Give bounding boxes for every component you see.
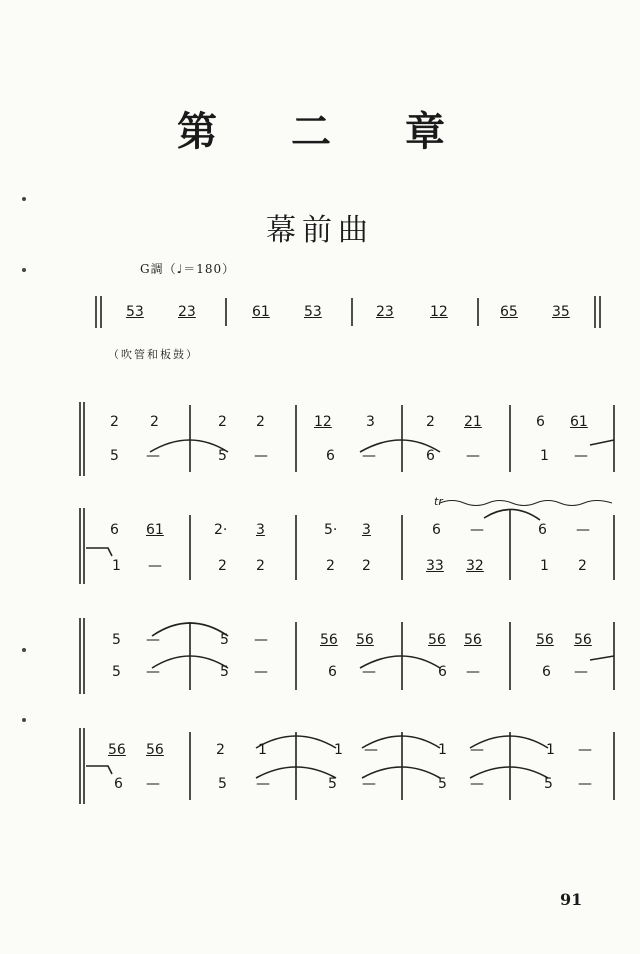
- lower-note: —: [146, 776, 160, 792]
- lower-note: 5: [218, 776, 227, 792]
- lower-note: —: [256, 776, 270, 792]
- upper-note: 61: [146, 522, 164, 538]
- lower-note: 2: [362, 558, 371, 574]
- upper-note: —: [364, 742, 378, 758]
- upper-note: 6: [432, 522, 441, 538]
- lower-note: 5: [218, 448, 227, 464]
- upper-note: 2: [256, 414, 265, 430]
- lower-note: 6: [438, 664, 447, 680]
- lower-note: 2: [256, 558, 265, 574]
- lower-note: —: [578, 776, 592, 792]
- upper-note: 56: [108, 742, 126, 758]
- upper-note: 56: [536, 632, 554, 648]
- lower-note: —: [466, 448, 480, 464]
- lower-note: 2: [578, 558, 587, 574]
- lower-note: 33: [426, 558, 444, 574]
- intro-note: 35: [552, 304, 570, 320]
- lower-note: —: [148, 558, 162, 574]
- lower-note: 6: [426, 448, 435, 464]
- lower-note: 6: [114, 776, 123, 792]
- upper-note: 1: [438, 742, 447, 758]
- intro-instrument-note: （吹管和板鼓）: [108, 348, 199, 361]
- lower-note: —: [146, 448, 160, 464]
- lower-note: —: [466, 664, 480, 680]
- upper-note: —: [470, 522, 484, 538]
- lower-note: 5: [328, 776, 337, 792]
- upper-note: 1: [258, 742, 267, 758]
- upper-note: 3: [362, 522, 371, 538]
- lower-note: 6: [326, 448, 335, 464]
- lower-note: 5: [220, 664, 229, 680]
- lower-note: —: [254, 448, 268, 464]
- lower-note: —: [574, 664, 588, 680]
- lower-note: —: [254, 664, 268, 680]
- lower-note: —: [362, 448, 376, 464]
- upper-note: 56: [356, 632, 374, 648]
- lower-note: 5: [438, 776, 447, 792]
- intro-note: 53: [126, 304, 144, 320]
- upper-note: 5: [112, 632, 121, 648]
- upper-note: 6: [536, 414, 545, 430]
- intro-note: 61: [252, 304, 270, 320]
- upper-note: —: [470, 742, 484, 758]
- lower-note: 1: [540, 448, 549, 464]
- upper-note: 21: [464, 414, 482, 430]
- upper-note: 56: [428, 632, 446, 648]
- lower-note: 32: [466, 558, 484, 574]
- upper-note: 2: [426, 414, 435, 430]
- lower-note: 1: [540, 558, 549, 574]
- lower-note: —: [362, 664, 376, 680]
- intro-note: 23: [376, 304, 394, 320]
- lower-note: —: [574, 448, 588, 464]
- upper-note: 56: [146, 742, 164, 758]
- lower-note: —: [362, 776, 376, 792]
- upper-note: 6: [110, 522, 119, 538]
- upper-note: 2·: [214, 522, 228, 538]
- lower-note: —: [146, 664, 160, 680]
- upper-note: 5·: [324, 522, 338, 538]
- lower-note: 2: [218, 558, 227, 574]
- upper-note: 3: [366, 414, 375, 430]
- upper-note: 61: [570, 414, 588, 430]
- intro-note: 23: [178, 304, 196, 320]
- upper-note: 1: [334, 742, 343, 758]
- intro-note: 12: [430, 304, 448, 320]
- lower-note: 6: [328, 664, 337, 680]
- upper-note: 2: [216, 742, 225, 758]
- chapter-title-char-1: 第: [177, 108, 235, 155]
- intro-note: 65: [500, 304, 518, 320]
- upper-note: 56: [320, 632, 338, 648]
- upper-note: —: [576, 522, 590, 538]
- lower-note: 6: [542, 664, 551, 680]
- upper-note: —: [146, 632, 160, 648]
- upper-note: 5: [220, 632, 229, 648]
- key-marking: G調（♩＝180）: [140, 262, 236, 276]
- upper-note: 2: [150, 414, 159, 430]
- page-number: 91: [560, 890, 583, 909]
- lower-note: 5: [112, 664, 121, 680]
- upper-note: —: [578, 742, 592, 758]
- lower-note: —: [470, 776, 484, 792]
- chapter-title-char-2: 二: [291, 108, 349, 155]
- trill-marking: tr: [434, 495, 443, 508]
- upper-note: 2: [218, 414, 227, 430]
- intro-note: 53: [304, 304, 322, 320]
- upper-note: 3: [256, 522, 265, 538]
- lower-note: 1: [112, 558, 121, 574]
- upper-note: 1: [546, 742, 555, 758]
- song-title: 幕前曲: [266, 213, 374, 248]
- upper-note: 12: [314, 414, 332, 430]
- upper-note: —: [254, 632, 268, 648]
- upper-note: 56: [574, 632, 592, 648]
- upper-note: 6: [538, 522, 547, 538]
- lower-note: 5: [110, 448, 119, 464]
- lower-note: 2: [326, 558, 335, 574]
- upper-note: 56: [464, 632, 482, 648]
- upper-note: 2: [110, 414, 119, 430]
- lower-note: 5: [544, 776, 553, 792]
- chapter-title-char-3: 章: [405, 108, 463, 155]
